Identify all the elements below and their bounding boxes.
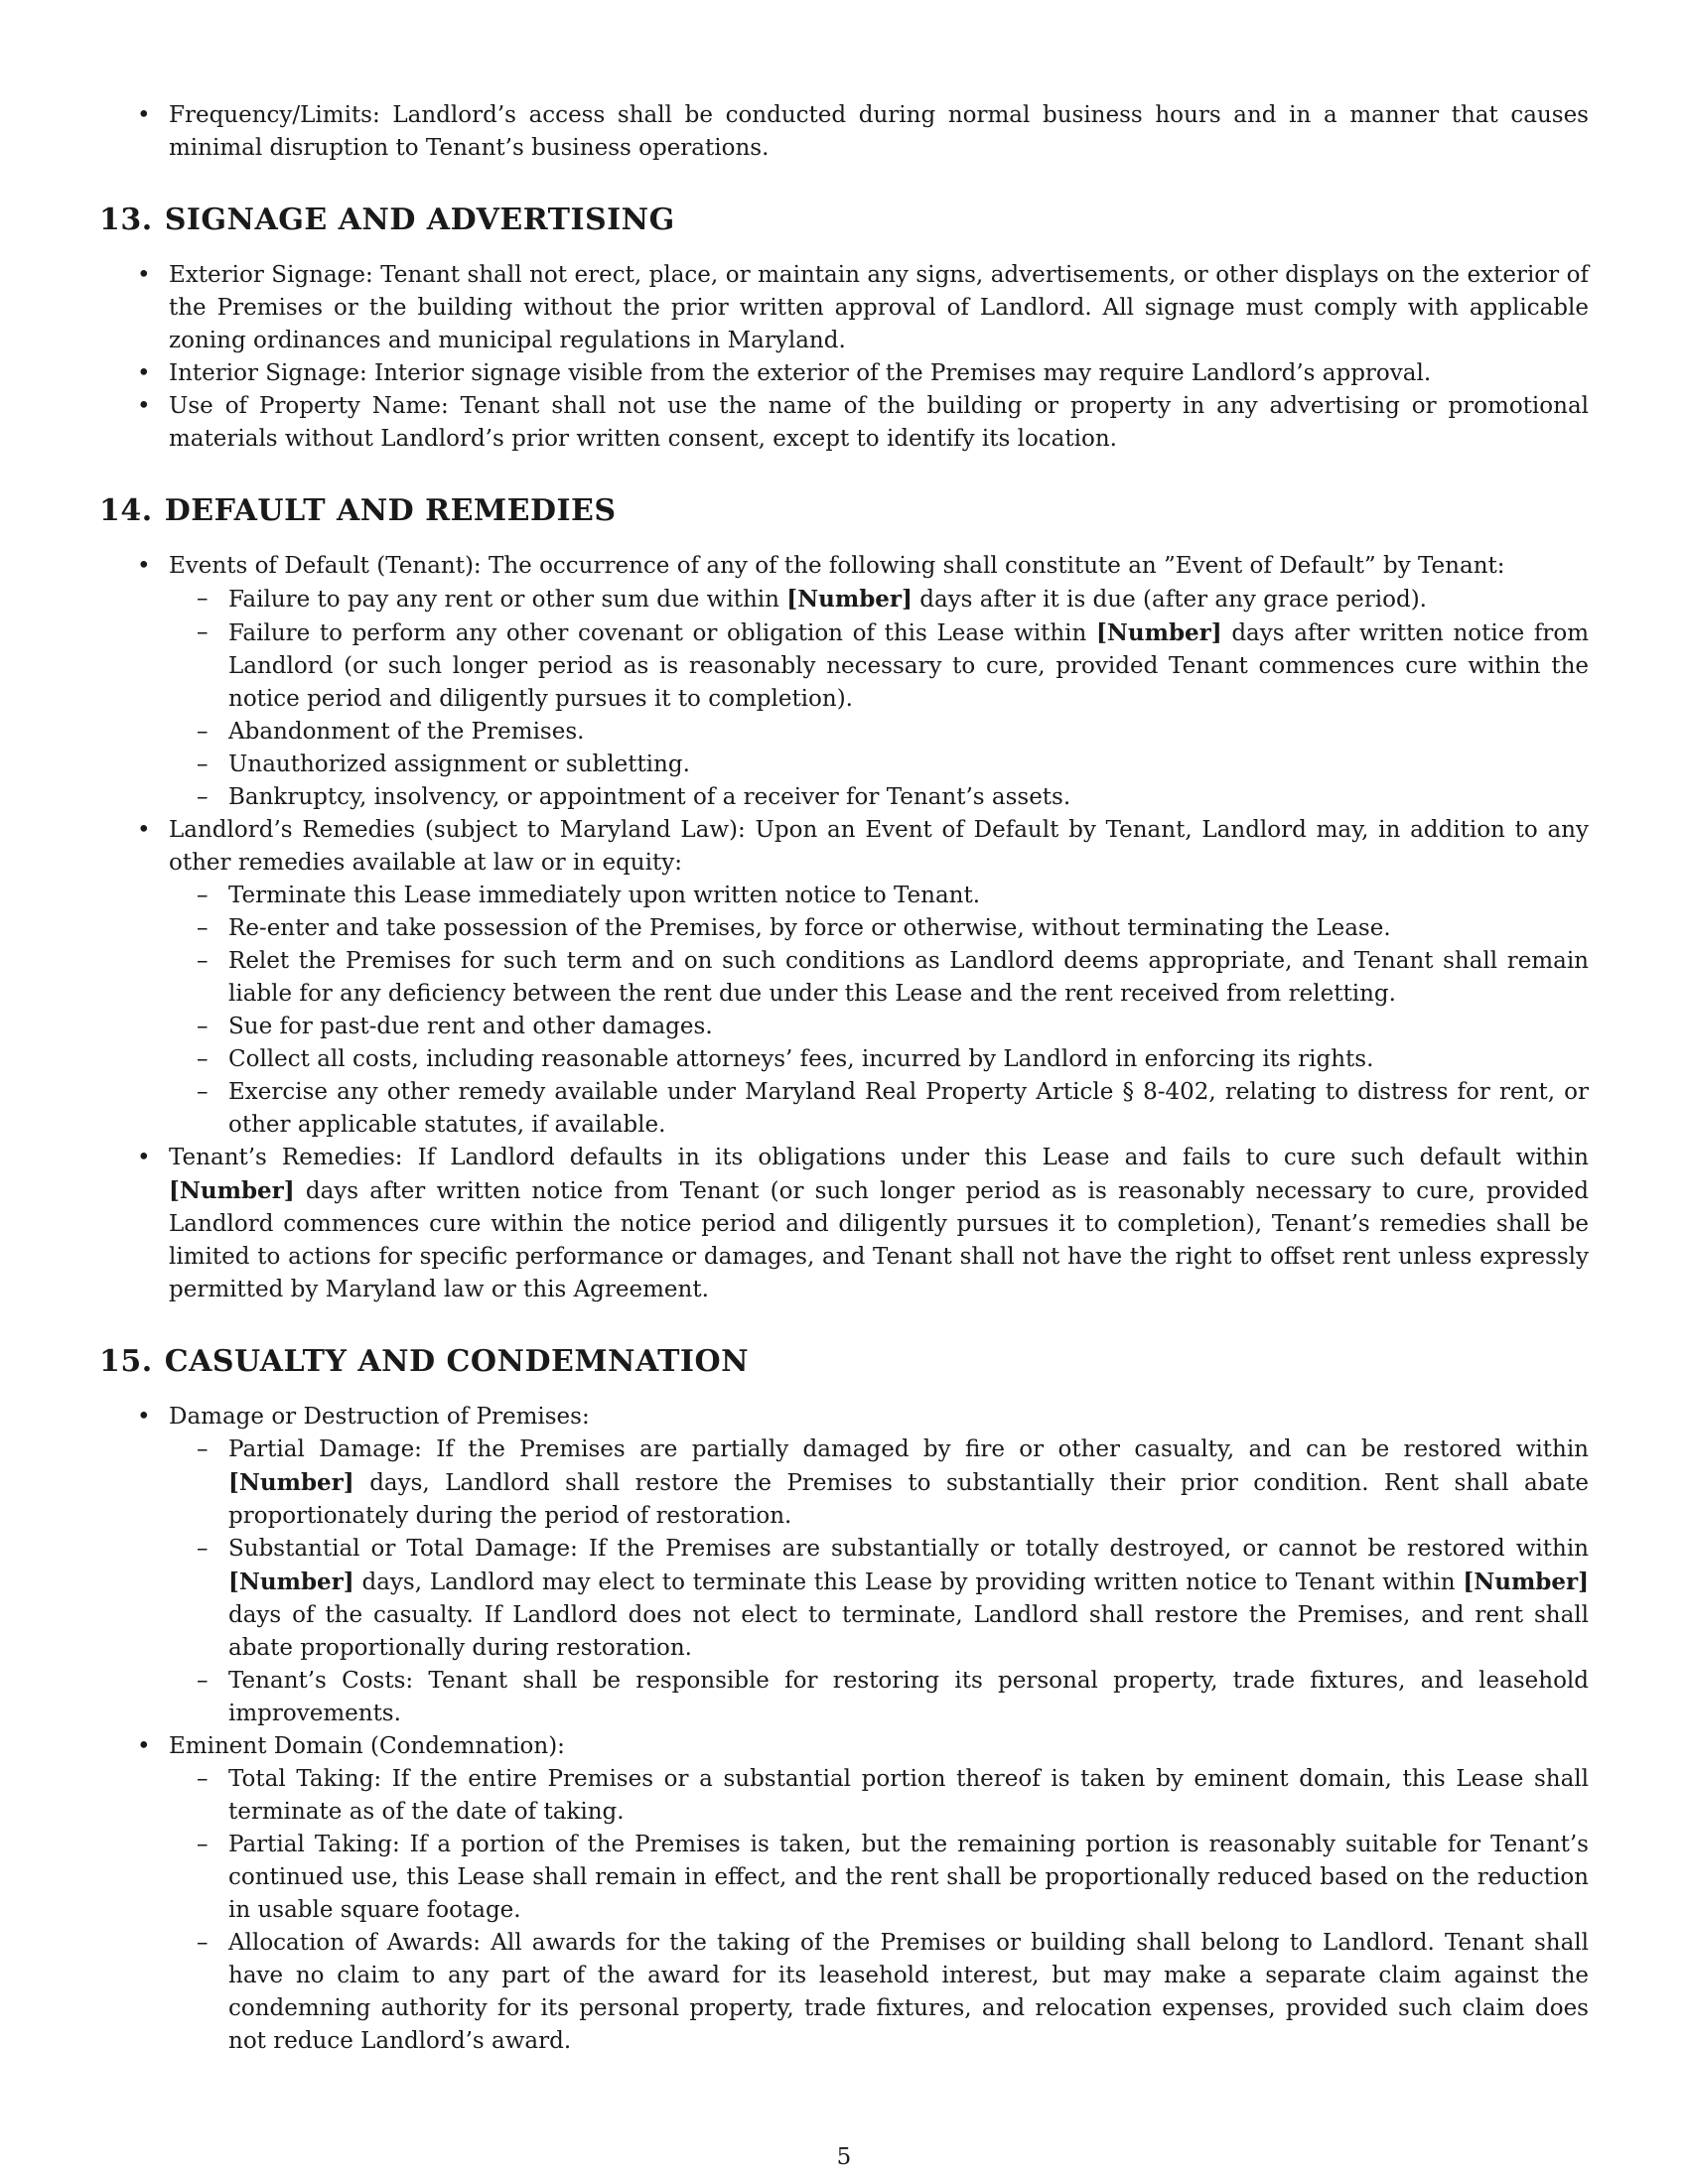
- bullet-icon: •: [137, 262, 151, 288]
- number-placeholder: [Number]: [1463, 1569, 1590, 1595]
- section-15-heading: 15. CASUALTY AND CONDEMNATION: [99, 1344, 750, 1379]
- dash-icon: –: [197, 1046, 209, 1072]
- dash-icon: –: [197, 915, 209, 941]
- landlord-remedies-item: • Landlord’s Remedies (subject to Maryland Law): Upon an Event of Default by Tenant, Landlord may, in addition to any other remedies available at law or in equity: – Terminate this Lease immediately upon written notice to Tenant. – Re-enter and take possession of the Premises, by force or otherwise, without terminating the Lease. – Relet the Premises for such term and on such conditions as Landlord deems appropriate, and Tenant shall remain liable for any deficiency between the rent due under this Lease and the rent received from reletting. – Sue for past-due rent and other damages. – Collect all costs, including reasonable attorneys’ fees, incurred by Landlord in enforcing its rights. – Exercise any other remedy available under Maryland Real Property Article § 8-402, relating to distress for rent, or other applicable statutes, if available.: [99, 814, 1589, 1142]
- dash-icon: –: [197, 1930, 209, 1956]
- dash-icon: –: [197, 1014, 209, 1039]
- section-15-list: [99, 1401, 1589, 2058]
- bullet-icon: •: [137, 393, 151, 419]
- list-item: – Allocation of Awards: All awards for the taking of the Premises or building shall belong to Landlord. Tenant shall have no claim to any part of the award for its leasehold interest, but may make a separate claim against the condemning authority for its personal property, trade fixtures, and relocation expenses, provided such claim does not reduce Landlord’s award.: [169, 1927, 1589, 2058]
- damage-sublist: [169, 1433, 1589, 1730]
- dash-icon: –: [197, 784, 209, 810]
- bullet-icon: •: [137, 553, 151, 579]
- dash-icon: –: [197, 1436, 209, 1462]
- number-placeholder: [Number]: [169, 1177, 295, 1204]
- list-item: – Abandonment of the Premises.: [169, 716, 1589, 749]
- frequency-limits-item: • Frequency/Limits: Landlord’s access shall be conducted during normal business hours and in a manner that causes minimal disruption to Tenant’s business operations.: [99, 99, 1589, 165]
- property-name-item: • Use of Property Name: Tenant shall not use the name of the building or property in any advertising or promotional materials without Landlord’s prior written consent, except to identify its location.: [99, 390, 1589, 456]
- list-item: – Sue for past-due rent and other damages.: [169, 1011, 1589, 1043]
- section-14-heading: 14. DEFAULT AND REMEDIES: [99, 493, 617, 528]
- list-item: – Partial Damage: If the Premises are partially damaged by fire or other casualty, and can be restored within [Number] days, Landlord shall restore the Premises to substantially their prior condition. Rent shall abate proportionately during the period of restoration.: [169, 1433, 1589, 1533]
- dash-icon: –: [197, 1766, 209, 1792]
- bullet-icon: •: [137, 360, 151, 386]
- number-placeholder: [Number]: [228, 1469, 354, 1496]
- page-number: 5: [836, 2144, 852, 2170]
- events-of-default-item: • Events of Default (Tenant): The occurrence of any of the following shall constitute an ”Event of Default” by Tenant: – Failure to pay any rent or other sum due within [Number] days after it is due (after any grace period). – Failure to perform any other covenant or obligation of this Lease within [Number] days after written notice from Landlord (or such longer period as is reasonably necessary to cure, provided Tenant commences cure within the notice period and diligently pursues it to completion). – Abandonment of the Premises. – Unauthorized assignment or subletting. – Bankruptcy, insolvency, or appointment of a receiver for Tenant’s assets.: [99, 550, 1589, 814]
- dash-icon: –: [197, 586, 209, 612]
- bullet-icon: •: [137, 1733, 151, 1759]
- dash-icon: –: [197, 883, 209, 908]
- number-placeholder: [Number]: [786, 586, 913, 613]
- list-item: – Unauthorized assignment or subletting.: [169, 749, 1589, 781]
- list-item: – Failure to perform any other covenant or obligation of this Lease within [Number] days after written notice from Landlord (or such longer period as is reasonably necessary to cure, provided Tenant commences cure within the notice period and diligently pursues it to completion).: [169, 616, 1589, 716]
- section-14-list: [99, 550, 1589, 1306]
- dash-icon: –: [197, 948, 209, 974]
- list-item: – Bankruptcy, insolvency, or appointment of a receiver for Tenant’s assets.: [169, 781, 1589, 814]
- dash-icon: –: [197, 719, 209, 745]
- tenant-remedies-item: • Tenant’s Remedies: If Landlord defaults in its obligations under this Lease and fails to cure such default within [Number] days after written notice from Tenant (or such longer period as is reasonably necessary to cure, provided Landlord commences cure within the notice period and diligently pursues it to completion), Tenant’s remedies shall be limited to actions for specific performance or damages, and Tenant shall not have the right to offset rent unless expressly permitted by Maryland law or this Agreement.: [99, 1142, 1589, 1306]
- document-page: [99, 99, 1589, 2058]
- bullet-icon: •: [137, 1404, 151, 1430]
- dash-icon: –: [197, 751, 209, 777]
- dash-icon: –: [197, 1536, 209, 1562]
- list-item: – Exercise any other remedy available under Maryland Real Property Article § 8-402, relating to distress for rent, or other applicable statutes, if available.: [169, 1076, 1589, 1142]
- list-item: – Relet the Premises for such term and on such conditions as Landlord deems appropriate, and Tenant shall remain liable for any deficiency between the rent due under this Lease and the rent received from reletting.: [169, 945, 1589, 1011]
- number-placeholder: [Number]: [1096, 619, 1222, 646]
- eminent-domain-sublist: [169, 1763, 1589, 2058]
- access-continuation-list: [99, 99, 1589, 165]
- list-item: – Substantial or Total Damage: If the Premises are substantially or totally destroyed, or cannot be restored within [Number] days, Landlord may elect to terminate this Lease by providing written notice to Tenant within [Number] days of the casualty. If Landlord does not elect to terminate, Landlord shall restore the Premises, and rent shall abate proportionally during restoration.: [169, 1533, 1589, 1665]
- list-item: – Tenant’s Costs: Tenant shall be responsible for restoring its personal property, trade fixtures, and leasehold improvements.: [169, 1665, 1589, 1730]
- list-item: – Terminate this Lease immediately upon written notice to Tenant.: [169, 880, 1589, 912]
- section-13-list: [99, 259, 1589, 456]
- number-placeholder: [Number]: [228, 1569, 354, 1595]
- bullet-icon: •: [137, 102, 151, 128]
- landlord-remedies-sublist: [169, 880, 1589, 1142]
- dash-icon: –: [197, 619, 209, 645]
- eminent-domain-item: • Eminent Domain (Condemnation): – Total Taking: If the entire Premises or a substantial portion thereof is taken by eminent domain, this Lease shall terminate as of the date of taking. – Partial Taking: If a portion of the Premises is taken, but the remaining portion is reasonably suitable for Tenant’s continued use, this Lease shall remain in effect, and the rent shall be proportionally reduced based on the reduction in usable square footage. – Allocation of Awards: All awards for the taking of the Premises or building shall belong to Landlord. Tenant shall have no claim to any part of the award for its leasehold interest, but may make a separate claim against the condemning authority for its personal property, trade fixtures, and relocation expenses, provided such claim does not reduce Landlord’s award.: [99, 1730, 1589, 2058]
- bullet-icon: •: [137, 1145, 151, 1170]
- dash-icon: –: [197, 1668, 209, 1694]
- exterior-signage-item: • Exterior Signage: Tenant shall not erect, place, or maintain any signs, advertisements, or other displays on the exterior of the Premises or the building without the prior written approval of Landlord. All signage must comply with applicable zoning ordinances and municipal regulations in Maryland.: [99, 259, 1589, 357]
- list-item: – Re-enter and take possession of the Premises, by force or otherwise, without terminating the Lease.: [169, 912, 1589, 945]
- list-item: – Collect all costs, including reasonable attorneys’ fees, incurred by Landlord in enforcing its rights.: [169, 1043, 1589, 1076]
- list-item: – Failure to pay any rent or other sum due within [Number] days after it is due (after any grace period).: [169, 583, 1589, 616]
- dash-icon: –: [197, 1832, 209, 1857]
- section-13-heading: 13. SIGNAGE AND ADVERTISING: [99, 203, 675, 237]
- list-item: – Partial Taking: If a portion of the Premises is taken, but the remaining portion is reasonably suitable for Tenant’s continued use, this Lease shall remain in effect, and the rent shall be proportionally reduced based on the reduction in usable square footage.: [169, 1829, 1589, 1927]
- damage-destruction-item: • Damage or Destruction of Premises: – Partial Damage: If the Premises are partially damaged by fire or other casualty, and can be restored within [Number] days, Landlord shall restore the Premises to substantially their prior condition. Rent shall abate proportionately during the period of restoration. – Substantial or Total Damage: If the Premises are substantially or totally destroyed, or cannot be restored within [Number] days, Landlord may elect to terminate this Lease by providing written notice to Tenant within [Number] days of the casualty. If Landlord does not elect to terminate, Landlord shall restore the Premises, and rent shall abate proportionally during restoration. – Tenant’s Costs: Tenant shall be responsible for restoring its personal property, trade fixtures, and leasehold improvements.: [99, 1401, 1589, 1730]
- events-of-default-sublist: [169, 583, 1589, 814]
- bullet-icon: •: [137, 817, 151, 843]
- interior-signage-item: • Interior Signage: Interior signage visible from the exterior of the Premises may require Landlord’s approval.: [99, 357, 1589, 390]
- dash-icon: –: [197, 1079, 209, 1105]
- list-item: – Total Taking: If the entire Premises or a substantial portion thereof is taken by eminent domain, this Lease shall terminate as of the date of taking.: [169, 1763, 1589, 1829]
